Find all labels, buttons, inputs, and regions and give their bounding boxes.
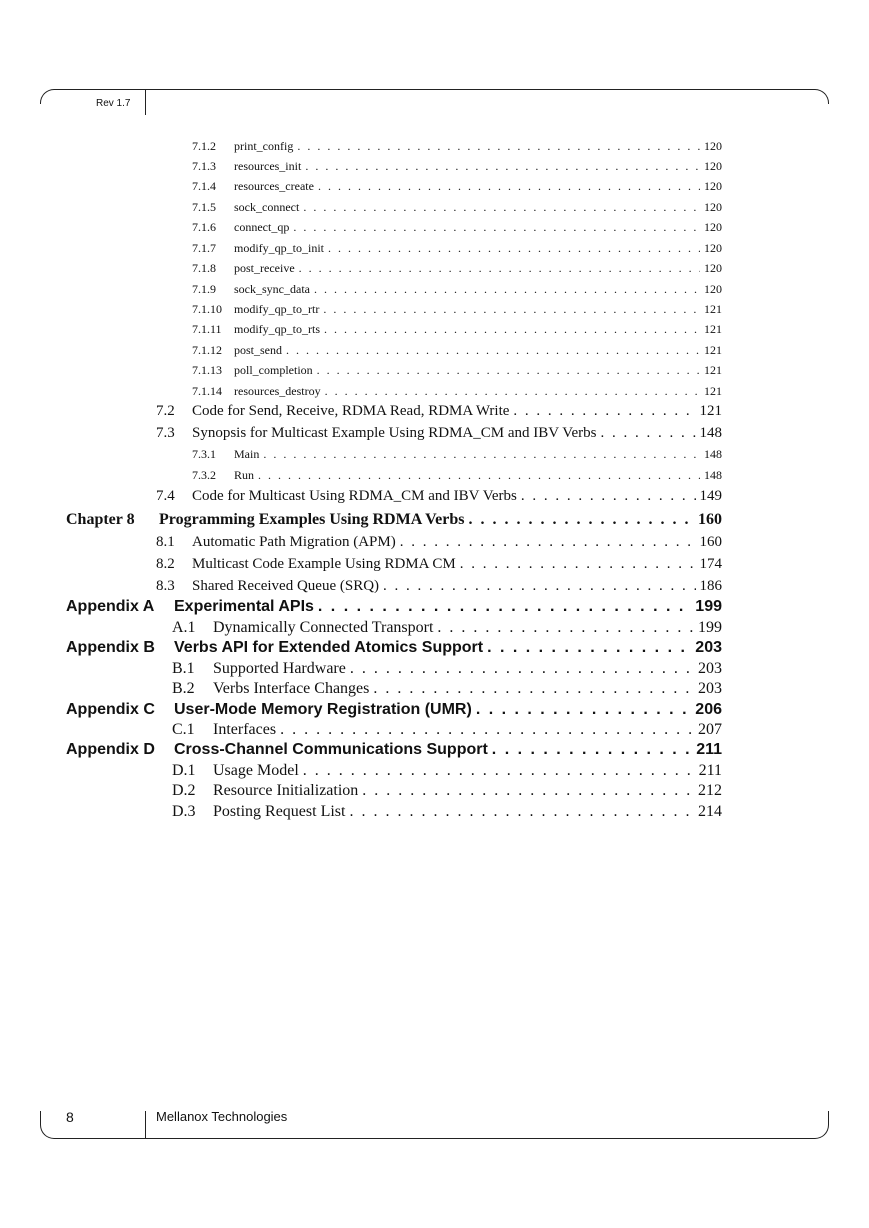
toc-entry[interactable] (192, 159, 722, 174)
toc-entry-page: 214 (698, 803, 722, 820)
footer-left-tick (40, 1111, 41, 1125)
toc-chapter[interactable] (66, 511, 722, 529)
toc-appendix-number: Appendix D (66, 741, 155, 758)
toc-entry-number: 7.1.13 (192, 363, 222, 377)
toc-entry-title: Posting Request List (213, 803, 346, 820)
toc-entry[interactable] (156, 556, 722, 573)
toc-appendix-page: 211 (696, 741, 722, 758)
toc-entry-title: Verbs Interface Changes (213, 680, 370, 697)
toc-appendix-title: Experimental APIs (174, 598, 314, 615)
dot-leader (314, 282, 700, 297)
dot-leader (362, 782, 694, 800)
dot-leader (521, 488, 696, 505)
toc-chapter-page: 160 (698, 511, 722, 528)
toc-entry-page: 120 (704, 282, 722, 296)
toc-entry-title: Shared Received Queue (SRQ) (192, 578, 380, 594)
revision-label: Rev 1.7 (96, 98, 131, 109)
dot-leader (299, 261, 700, 276)
toc-entry-page: 212 (698, 782, 722, 799)
toc-entry-number: 7.1.12 (192, 343, 222, 357)
toc-entry-number: 7.1.2 (192, 139, 216, 153)
toc-appendix-number: Appendix B (66, 639, 155, 656)
toc-entry-title: resources_init (234, 159, 302, 173)
toc-entry-page: 186 (699, 578, 722, 594)
toc-entry-title: Automatic Path Migration (APM) (192, 534, 396, 550)
toc-entry-page: 120 (704, 179, 722, 193)
toc-entry[interactable] (172, 680, 722, 698)
footer-divider (145, 1111, 146, 1138)
toc-entry-number: 7.1.7 (192, 241, 216, 255)
toc-entry-title: sock_sync_data (234, 282, 310, 296)
footer-right-corner (814, 1124, 829, 1139)
toc-entry-page: 203 (698, 660, 722, 677)
toc-entry[interactable] (192, 261, 722, 276)
toc-entry-number: D.3 (172, 803, 196, 820)
toc-entry-page: 121 (704, 322, 722, 336)
toc-entry[interactable] (172, 803, 722, 821)
toc-entry-title: resources_destroy (234, 384, 321, 398)
dot-leader (437, 619, 694, 637)
dot-leader (286, 343, 700, 358)
toc-entry[interactable] (192, 343, 722, 358)
toc-entry-page: 120 (704, 241, 722, 255)
toc-entry[interactable] (192, 363, 722, 378)
toc-entry-page: 199 (698, 619, 722, 636)
toc-entry[interactable] (156, 425, 722, 442)
dot-leader (297, 139, 700, 154)
toc-entry-number: B.2 (172, 680, 195, 697)
toc-appendix-title: Cross-Channel Communications Support (174, 741, 488, 758)
toc-entry-title: resources_create (234, 179, 314, 193)
toc-entry-title: Synopsis for Multicast Example Using RDMA_CM and IBV Verbs (192, 425, 597, 441)
company-name: Mellanox Technologies (156, 1109, 288, 1124)
toc-entry-page: 120 (704, 261, 722, 275)
toc-entry-title: print_config (234, 139, 294, 153)
toc-entry-number: 7.1.14 (192, 384, 222, 398)
toc-entry[interactable] (156, 488, 722, 505)
dot-leader (492, 741, 692, 759)
toc-entry-page: 120 (704, 200, 722, 214)
toc-entry[interactable] (172, 619, 722, 637)
dot-leader (318, 598, 691, 616)
toc-entry-number: A.1 (172, 619, 196, 636)
toc-entry-number: 7.2 (156, 403, 175, 419)
page-number: 8 (66, 1109, 74, 1125)
toc-entry[interactable] (156, 403, 722, 420)
toc-entry-title: Usage Model (213, 762, 299, 779)
dot-leader (305, 159, 700, 174)
dot-leader (328, 241, 700, 256)
dot-leader (303, 762, 695, 780)
toc-entry[interactable] (156, 578, 722, 595)
toc-entry-title: connect_qp (234, 220, 290, 234)
toc-entry-page: 121 (704, 384, 722, 398)
toc-entry-title: poll_completion (234, 363, 313, 377)
toc-appendix-title: Verbs API for Extended Atomics Support (174, 639, 484, 656)
header-rule (54, 89, 815, 90)
toc-entry-number: C.1 (172, 721, 195, 738)
toc-entry-title: Run (234, 468, 255, 482)
dot-leader (373, 680, 694, 698)
toc-entry[interactable] (172, 782, 722, 800)
toc-entry[interactable] (192, 447, 722, 462)
dot-leader (350, 660, 694, 678)
toc-chapter-number: Chapter 8 (66, 511, 135, 528)
toc-entry-title: Code for Send, Receive, RDMA Read, RDMA Write (192, 403, 510, 419)
toc-entry[interactable] (192, 200, 722, 215)
toc-entry[interactable] (172, 721, 722, 739)
toc-entry-number: D.1 (172, 762, 196, 779)
toc-entry-page: 121 (699, 403, 722, 419)
header-left-corner (40, 89, 55, 104)
toc-appendix[interactable] (66, 741, 722, 759)
dot-leader (323, 302, 700, 317)
toc-entry-page: 120 (704, 220, 722, 234)
toc-entry[interactable] (192, 220, 722, 235)
toc-entry-title: post_receive (234, 261, 295, 275)
toc-entry-number: D.2 (172, 782, 196, 799)
toc-appendix-page: 199 (695, 598, 722, 615)
toc-entry-page: 211 (698, 762, 722, 779)
toc-entry-title: Multicast Code Example Using RDMA CM (192, 556, 456, 572)
toc-chapter-title: Programming Examples Using RDMA Verbs (159, 511, 465, 528)
toc-entry-title: Interfaces (213, 721, 277, 738)
footer-left-corner (40, 1124, 55, 1139)
toc-appendix-title: User-Mode Memory Registration (UMR) (174, 701, 472, 718)
toc-entry-number: 8.1 (156, 534, 175, 550)
dot-leader (280, 721, 694, 739)
toc-entry-page: 148 (699, 425, 722, 441)
toc-entry-number: 7.1.8 (192, 261, 216, 275)
toc-entry-number: 7.1.11 (192, 322, 222, 336)
toc-entry-number: 7.1.9 (192, 282, 216, 296)
toc-entry-number: 8.3 (156, 578, 175, 594)
toc-entry-page: 203 (698, 680, 722, 697)
toc-entry-title: Main (234, 447, 260, 461)
toc-appendix[interactable] (66, 598, 722, 616)
toc-entry-page: 160 (699, 534, 722, 550)
toc-entry[interactable] (192, 384, 722, 399)
dot-leader (513, 403, 695, 420)
dot-leader (324, 322, 700, 337)
header-right-corner (814, 89, 829, 104)
toc-entry-page: 174 (699, 556, 722, 572)
dot-leader (258, 468, 700, 483)
dot-leader (303, 200, 700, 215)
toc-entry-page: 207 (698, 721, 722, 738)
dot-leader (476, 701, 691, 719)
toc-entry[interactable] (192, 241, 722, 256)
toc-appendix-number: Appendix C (66, 701, 155, 718)
dot-leader (349, 803, 694, 821)
toc-entry[interactable] (172, 762, 722, 780)
toc-entry-number: 7.1.5 (192, 200, 216, 214)
toc-entry-number: 7.1.4 (192, 179, 216, 193)
dot-leader (383, 578, 695, 595)
toc-entry-page: 148 (704, 468, 722, 482)
dot-leader (460, 556, 696, 573)
toc-entry-title: modify_qp_to_init (234, 241, 324, 255)
toc-entry-title: modify_qp_to_rtr (234, 302, 320, 316)
toc-entry[interactable] (192, 322, 722, 337)
dot-leader (400, 534, 696, 551)
toc-entry-number: 7.4 (156, 488, 175, 504)
toc-entry-page: 121 (704, 343, 722, 357)
dot-leader (263, 447, 700, 462)
toc-entry-title: Code for Multicast Using RDMA_CM and IBV Verbs (192, 488, 517, 504)
toc-appendix[interactable] (66, 701, 722, 719)
toc-entry[interactable] (156, 534, 722, 551)
toc-appendix-page: 203 (695, 639, 722, 656)
toc-entry-title: Dynamically Connected Transport (213, 619, 434, 636)
footer-right-tick (828, 1111, 829, 1125)
dot-leader (325, 384, 700, 399)
toc-entry-number: 7.3 (156, 425, 175, 441)
dot-leader (318, 179, 700, 194)
toc-entry[interactable] (172, 660, 722, 678)
dot-leader (293, 220, 700, 235)
header-divider (145, 89, 146, 115)
toc-entry-number: 7.1.10 (192, 302, 222, 316)
toc-entry-title: sock_connect (234, 200, 300, 214)
toc-appendix-page: 206 (695, 701, 722, 718)
toc-entry-title: modify_qp_to_rts (234, 322, 320, 336)
toc-entry-page: 149 (699, 488, 722, 504)
dot-leader (317, 363, 700, 378)
toc-entry-number: 7.1.3 (192, 159, 216, 173)
toc-entry-number: 7.1.6 (192, 220, 216, 234)
toc-entry[interactable] (192, 302, 722, 317)
toc-appendix[interactable] (66, 639, 722, 657)
dot-leader (469, 511, 695, 529)
toc-entry[interactable] (192, 139, 722, 154)
toc-entry-number: 7.3.1 (192, 447, 216, 461)
toc-entry[interactable] (192, 179, 722, 194)
toc-entry-title: Supported Hardware (213, 660, 346, 677)
toc-entry-title: post_send (234, 343, 282, 357)
toc-entry-number: B.1 (172, 660, 195, 677)
toc-appendix-number: Appendix A (66, 598, 155, 615)
toc-entry-page: 121 (704, 363, 722, 377)
footer-rule (54, 1138, 815, 1139)
dot-leader (487, 639, 691, 657)
toc-entry-page: 121 (704, 302, 722, 316)
toc-entry[interactable] (192, 468, 722, 483)
toc-entry-page: 120 (704, 139, 722, 153)
toc-entry-number: 7.3.2 (192, 468, 216, 482)
toc-entry-page: 120 (704, 159, 722, 173)
dot-leader (600, 425, 695, 442)
toc-entry-page: 148 (704, 447, 722, 461)
toc-entry-number: 8.2 (156, 556, 175, 572)
toc-entry[interactable] (192, 282, 722, 297)
toc-entry-title: Resource Initialization (213, 782, 359, 799)
